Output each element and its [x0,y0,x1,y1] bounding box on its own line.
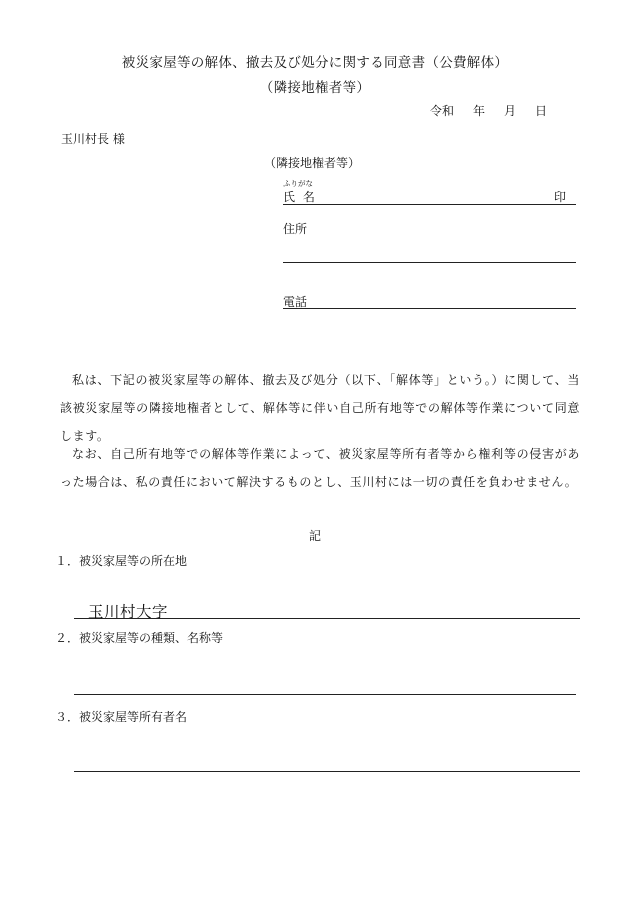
consent-paragraph: 私は、下記の被災家屋等の解体、撤去及び処分（以下、「解体等」という。）に関して、当該被災家屋等の隣接地権者として、解体等に伴い自己所有地等での解体等作業について同意します。 [60,373,580,443]
document-title: 被災家屋等の解体、撤去及び処分に関する同意書（公費解体） [121,55,509,71]
item3-underline [74,771,580,772]
address-underline [283,262,576,263]
date-month: 月 [504,104,517,118]
item1-value: 玉川村大字 [88,603,169,621]
item2-underline [74,694,576,695]
document-subtitle: （隣接地権者等） [259,80,371,96]
furigana-label: ふりがな [283,179,313,188]
item1-underline [74,618,580,619]
item1-label: １．被災家屋等の所在地 [55,554,188,568]
liability-paragraph: なお、自己所有地等での解体等作業によって、被災家屋等所有者等から権利等の侵害があった場合は、私の責任において解決するものとし、玉川村には一切の責任を負わせません。 [60,447,580,489]
record-heading: 記 [308,529,321,543]
phone-label: 電話 [283,295,308,309]
signer-heading: （隣接地権者等） [264,156,361,170]
name-label: 氏 名 [283,190,317,204]
seal-label: 印 [554,190,567,204]
addressee: 玉川村長 様 [61,132,125,146]
name-underline [283,204,576,205]
date-era: 令和 [430,104,455,118]
date-year: 年 [473,104,486,118]
address-label: 住所 [283,222,308,236]
item3-label: ３．被災家屋等所有者名 [55,710,188,724]
phone-underline [283,308,576,309]
date-day: 日 [535,104,548,118]
item2-label: ２．被災家屋等の種類、名称等 [55,631,224,645]
